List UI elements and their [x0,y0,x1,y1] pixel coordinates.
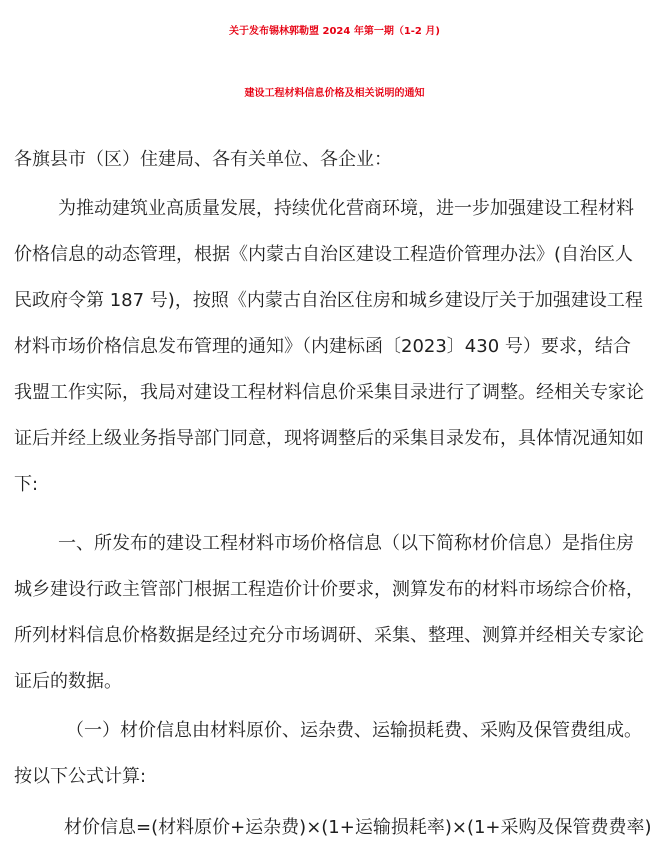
intro-paragraph-line: 为推动建筑业高质量发展，持续优化营商环境，进一步加强建设工程材料 [58,198,634,219]
section-1-line: 城乡建设行政主管部门根据工程造价计价要求，测算发布的材料市场综合价格， [14,579,644,600]
intro-paragraph-line: 民政府令第 187 号)，按照《内蒙古自治区住房和城乡建设厅关于加强建设工程 [14,290,643,311]
subsection-1: （一）材价信息由材料原价、运杂费、运输损耗费、采购及保管费组成。 [66,720,642,741]
document-title-line-1: 关于发布锡林郭勒盟 2024 年第一期（1-2 月) [229,26,440,37]
section-1-line: 证后的数据。 [14,671,122,692]
section-1-line: 所列材料信息价格数据是经过充分市场调研、采集、整理、测算并经相关专家论 [14,625,644,646]
intro-paragraph-line: 价格信息的动态管理，根据《内蒙古自治区建设工程造价管理办法》(自治区人 [14,244,634,265]
intro-paragraph-line: 下: [14,474,39,495]
section-1-line: 一、所发布的建设工程材料市场价格信息（以下简称材价信息）是指住房 [58,533,634,554]
intro-paragraph-line: 证后并经上级业务指导部门同意，现将调整后的采集目录发布，具体情况通知如 [14,428,644,449]
salutation: 各旗县市（区）住建局、各有关单位、各企业： [14,149,392,170]
price-formula: 材价信息=(材料原价+运杂费)×(1+运输损耗率)×(1+采购及保管费费率) [64,817,652,838]
intro-paragraph-line: 我盟工作实际，我局对建设工程材料信息价采集目录进行了调整。经相关专家论 [14,382,644,403]
formula-intro: 按以下公式计算: [14,766,147,787]
intro-paragraph-line: 材料市场价格信息发布管理的通知》（内建标函〔2023〕430 号）要求，结合 [14,336,631,357]
document-title-line-2: 建设工程材料信息价格及相关说明的通知 [244,88,425,99]
